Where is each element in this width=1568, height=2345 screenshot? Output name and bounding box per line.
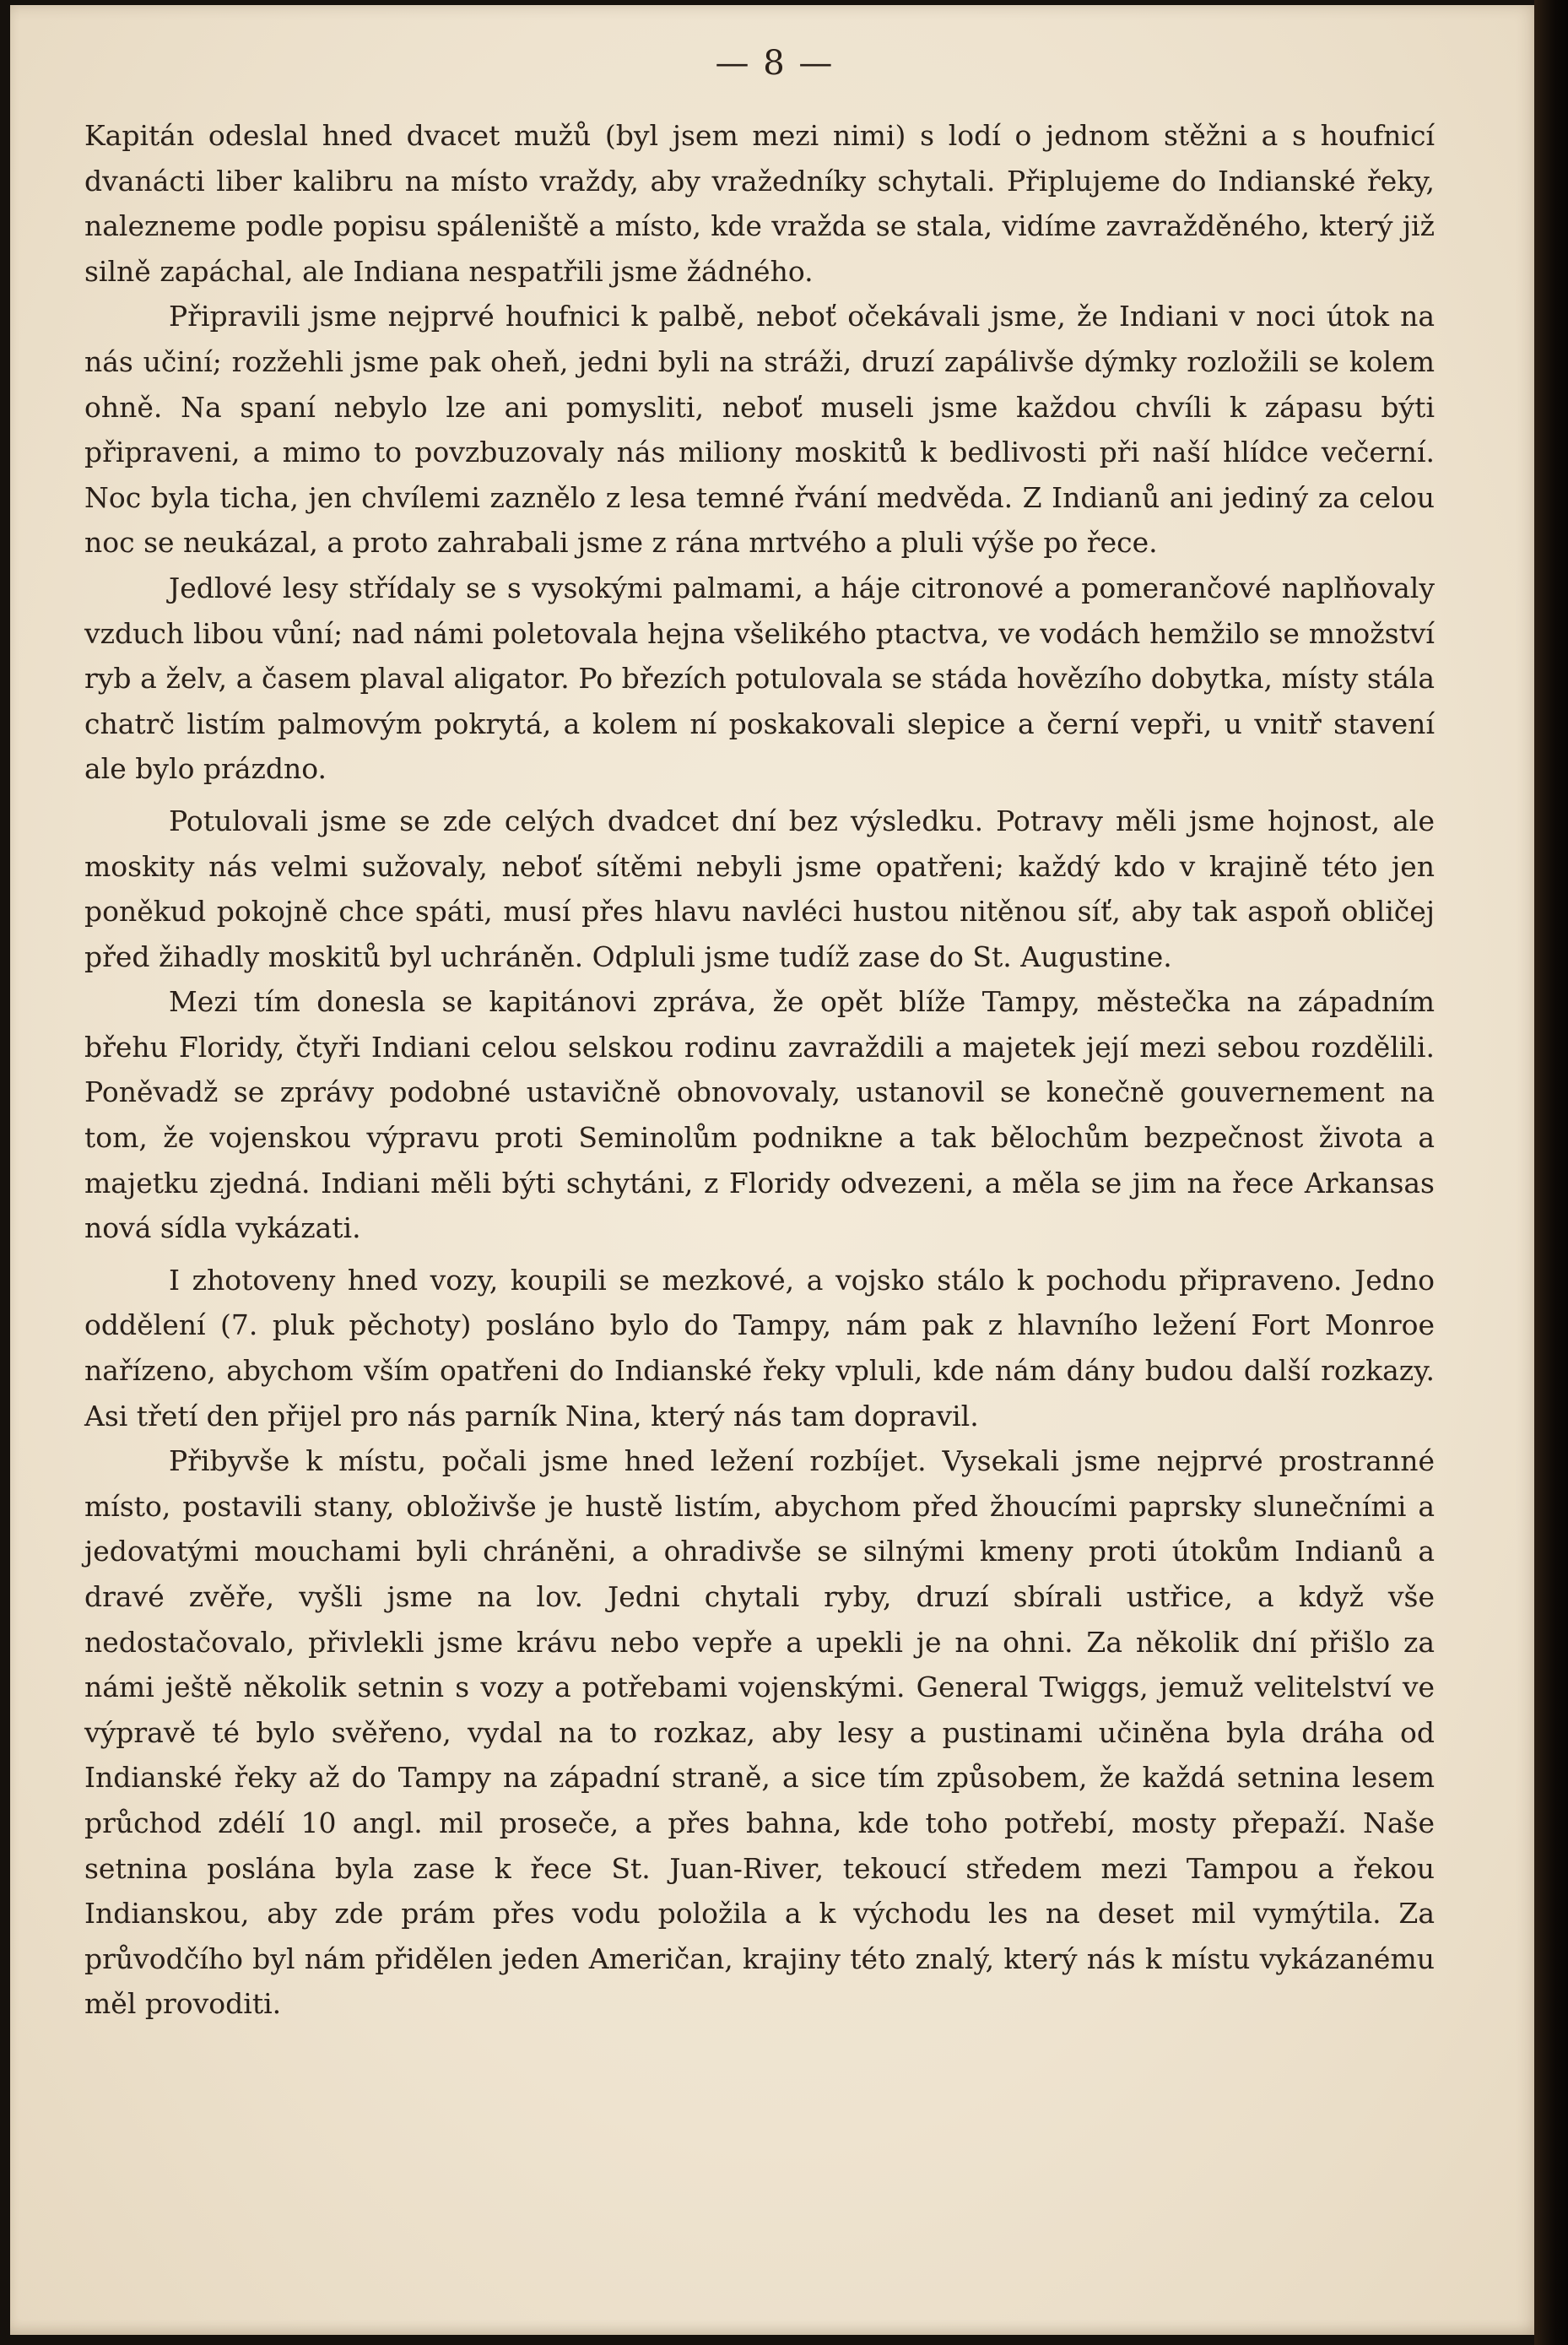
book-page: [10, 5, 1539, 2335]
paragraph-5: Mezi tím donesla se kapitánovi zpráva, že opět blíže Tampy, městečka na západním břehu Floridy, čtyři Indiani celou selskou rodinu zavraždili a majetek její mezi sebou rozdělili. Poněvadž se zprávy podobné ustavičně obnovovaly, ustanovil se konečně gouvernement na tom, že vojenskou výpravu proti Seminolům podnikne a tak bělochům bezpečnost života a majetku zjedná. Indiani měli býti schytáni, z Floridy odvezeni, a měla se jim na řece Arkansas nová sídla vykázati.: [84, 985, 1435, 1245]
body-text: [84, 113, 1435, 2027]
paragraph-6: I zhotoveny hned vozy, koupili se mezkové, a vojsko stálo k pochodu připraveno. Jedno oddělení (7. pluk pěchoty) posláno bylo do Tampy, nám pak z hlavního ležení Fort Monroe nařízeno, abychom vším opatřeni do Indianské řeky vpluli, kde nám dány budou další rozkazy. Asi třetí den přijel pro nás parník Nina, který nás tam dopravil.: [84, 1263, 1435, 1432]
book-spine-shadow: [1534, 0, 1568, 2345]
paragraph-2: Připravili jsme nejprvé houfnici k palbě, neboť očekávali jsme, že Indiani v noci útok na nás učiní; rozžehli jsme pak oheň, jedni byli na stráži, druzí zapálivše dýmky rozložili se kolem ohně. Na spaní nebylo lze ani pomysliti, neboť museli jsme každou chvíli k zápasu býti připraveni, a mimo to povzbuzovaly nás miliony moskitů k bedlivosti při naší hlídce večerní. Noc byla ticha, jen chvílemi zaznělo z lesa temné řvání medvěda. Z Indianů ani jediný za celou noc se neukázal, a proto zahrabali jsme z rána mrtvého a pluli výše po řece.: [84, 300, 1435, 560]
paragraph-7: Přibyvše k místu, počali jsme hned ležení rozbíjet. Vysekali jsme nejprvé prostranné místo, postavili stany, obloživše je hustě listím, abychom před žhoucími paprsky slunečními a jedovatými mouchami byli chráněni, a ohradivše se silnými kmeny proti útokům Indianů a dravé zvěře, vyšli jsme na lov. Jedni chytali ryby, druzí sbírali ustřice, a když vše nedostačovalo, přivlekli jsme krávu nebo vepře a upekli je na ohni. Za několik dní přišlo za námi ještě několik setnin s vozy a potřebami vojenskými. General Twiggs, jemuž velitelství ve výpravě té bylo svěřeno, vydal na to rozkaz, aby lesy a pustinami učiněna byla dráha od Indianské řeky až do Tampy na západní straně, a sice tím způsobem, že každá setnina lesem průchod zdélí 10 angl. mil proseče, a přes bahna, kde toho potřebí, mosty přepaží. Naše setnina poslána byla zase k řece St. Juan-River, tekoucí středem mezi Tampou a řekou Indianskou, aby zde prám přes vodu položila a k východu les na deset mil vymýtila. Za průvodčího byl nám přidělen jeden Američan, krajiny této znalý, který nás k místu vykázanému měl provoditi.: [84, 1444, 1435, 2021]
paragraph-1: Kapitán odeslal hned dvacet mužů (byl jsem mezi nimi) s lodí o jednom stěžni a s houfnicí dvanácti liber kalibru na místo vraždy, aby vražedníky schytali. Připlujeme do Indianské řeky, nalezneme podle popisu spáleniště a místo, kde vražda se stala, vidíme zavražděného, který již silně zapáchal, ale Indiana nespatřili jsme žádného.: [84, 119, 1435, 288]
paragraph-3: Jedlové lesy střídaly se s vysokými palmami, a háje citronové a pomerančové naplňovaly vzduch libou vůní; nad námi poletovala hejna všelikého ptactva, ve vodách hemžilo se množství ryb a želv, a časem plaval aligator. Po březích potulovala se stáda hovězího dobytka, místy stála chatrč listím palmovým pokrytá, a kolem ní poskakovali slepice a černí vepři, u vnitř stavení ale bylo prázdno.: [84, 571, 1435, 786]
paragraph-4: Potulovali jsme se zde celých dvadcet dní bez výsledku. Potravy měli jsme hojnost, ale moskity nás velmi sužovaly, neboť sítěmi nebyli jsme opatřeni; každý kdo v krajině této jen poněkud pokojně chce spáti, musí přes hlavu navléci hustou nitěnou síť, aby tak aspoň obličej před žihadly moskitů byl uchráněn. Odpluli jsme tudíž zase do St. Augustine.: [84, 804, 1435, 973]
page-number: — 8 —: [715, 44, 835, 83]
